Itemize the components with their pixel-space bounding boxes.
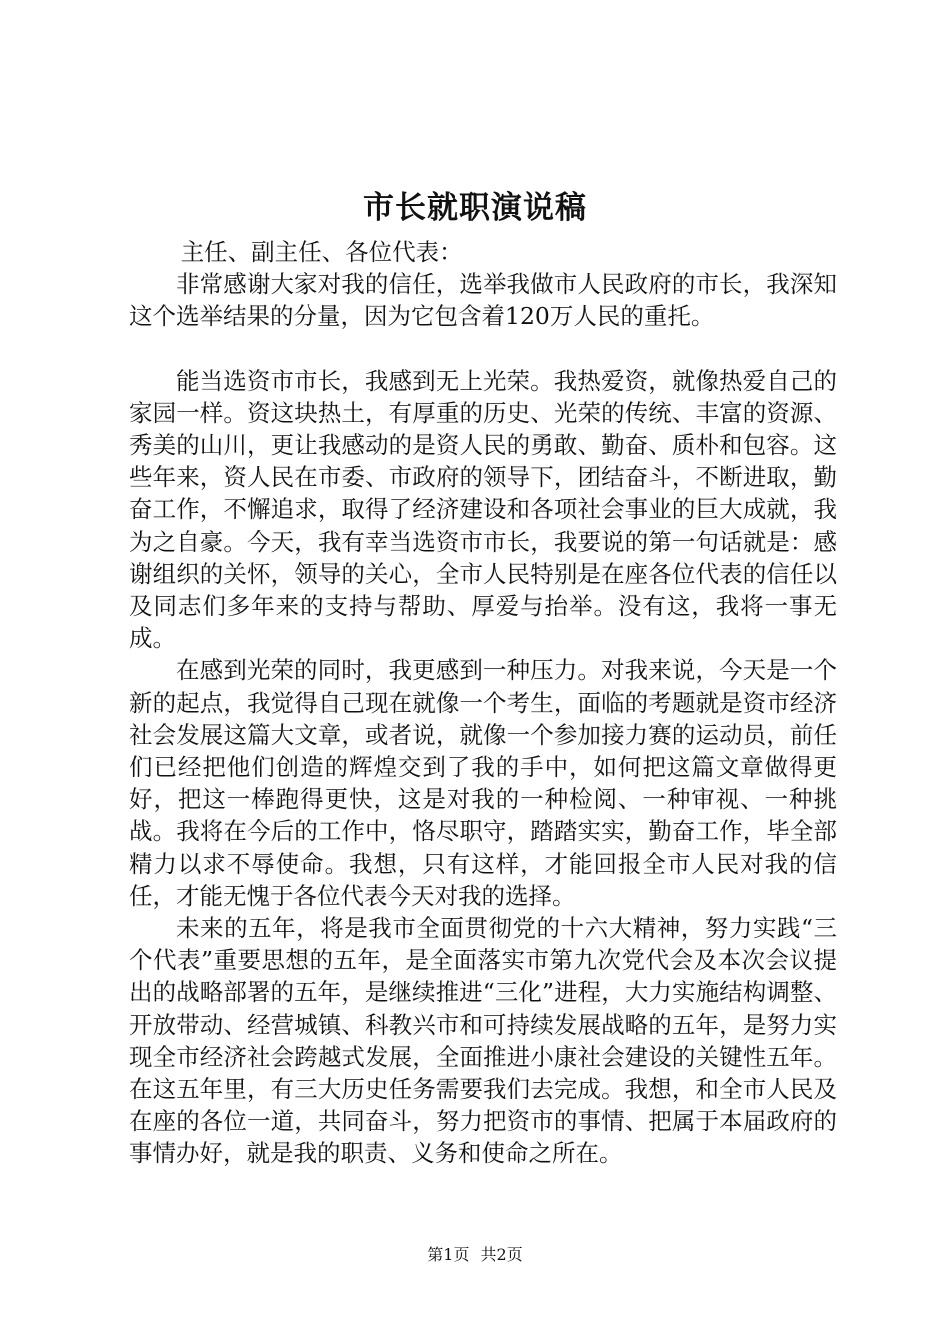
- salutation: 主任、副主任、各位代表：: [180, 238, 463, 266]
- paragraph-1: 非常感谢大家对我的信任，选举我做市人民政府的市长，我深知这个选举结果的分量，因为它包含着120万人民的重托。: [129, 270, 837, 331]
- document-body: [129, 236, 837, 1170]
- page-number-current: 第1页: [427, 1245, 470, 1264]
- paragraph-spacer: [129, 333, 837, 365]
- document-title: 市长就职演说稿: [363, 190, 587, 226]
- page-number-total: 共2页: [480, 1245, 523, 1264]
- page-footer: [0, 1243, 950, 1267]
- paragraph-4: 未来的五年，将是我市全面贯彻党的十六大精神，努力实践“三个代表”重要思想的五年，是全面落实市第九次党代会及本次会议提出的战略部署的五年，是继续推进“三化”进程，大力实施结构调整、开放带动、经营城镇、科教兴市和可持续发展战略的五年，是努力实现全市经济社会跨越式发展，全面推进小康社会建设的关键性五年。在这五年里，有三大历史任务需要我们去完成。我想，和全市人民及在座的各位一道，共同奋斗，努力把资市的事情、把属于本届政府的事情办好，就是我的职责、义务和使命之所在。: [129, 914, 837, 1168]
- paragraph-3: 在感到光荣的同时，我更感到一种压力。对我来说，今天是一个新的起点，我觉得自己现在就像一个考生，面临的考题就是资市经济社会发展这篇大文章，或者说，就像一个参加接力赛的运动员，前任们已经把他们创造的辉煌交到了我的手中，如何把这篇文章做得更好，把这一棒跑得更快，这是对我的一种检阅、一种审视、一种挑战。我将在今后的工作中，恪尽职守，踏踏实实，勤奋工作，毕全部精力以求不辱使命。我想，只有这样，才能回报全市人民对我的信任，才能无愧于各位代表今天对我的选择。: [129, 656, 837, 910]
- paragraph-2: 能当选资市市长，我感到无上光荣。我热爱资，就像热爱自己的家园一样。资这块热土，有厚重的历史、光荣的传统、丰富的资源、秀美的山川，更让我感动的是资人民的勇敢、勤奋、质朴和包容。这些年来，资人民在市委、市政府的领导下，团结奋斗，不断进取，勤奋工作，不懈追求，取得了经济建设和各项社会事业的巨大成就，我为之自豪。今天，我有幸当选资市市长，我要说的第一句话就是：感谢组织的关怀，领导的关心，全市人民特别是在座各位代表的信任以及同志们多年来的支持与帮助、厚爱与抬举。没有这，我将一事无成。: [129, 366, 837, 653]
